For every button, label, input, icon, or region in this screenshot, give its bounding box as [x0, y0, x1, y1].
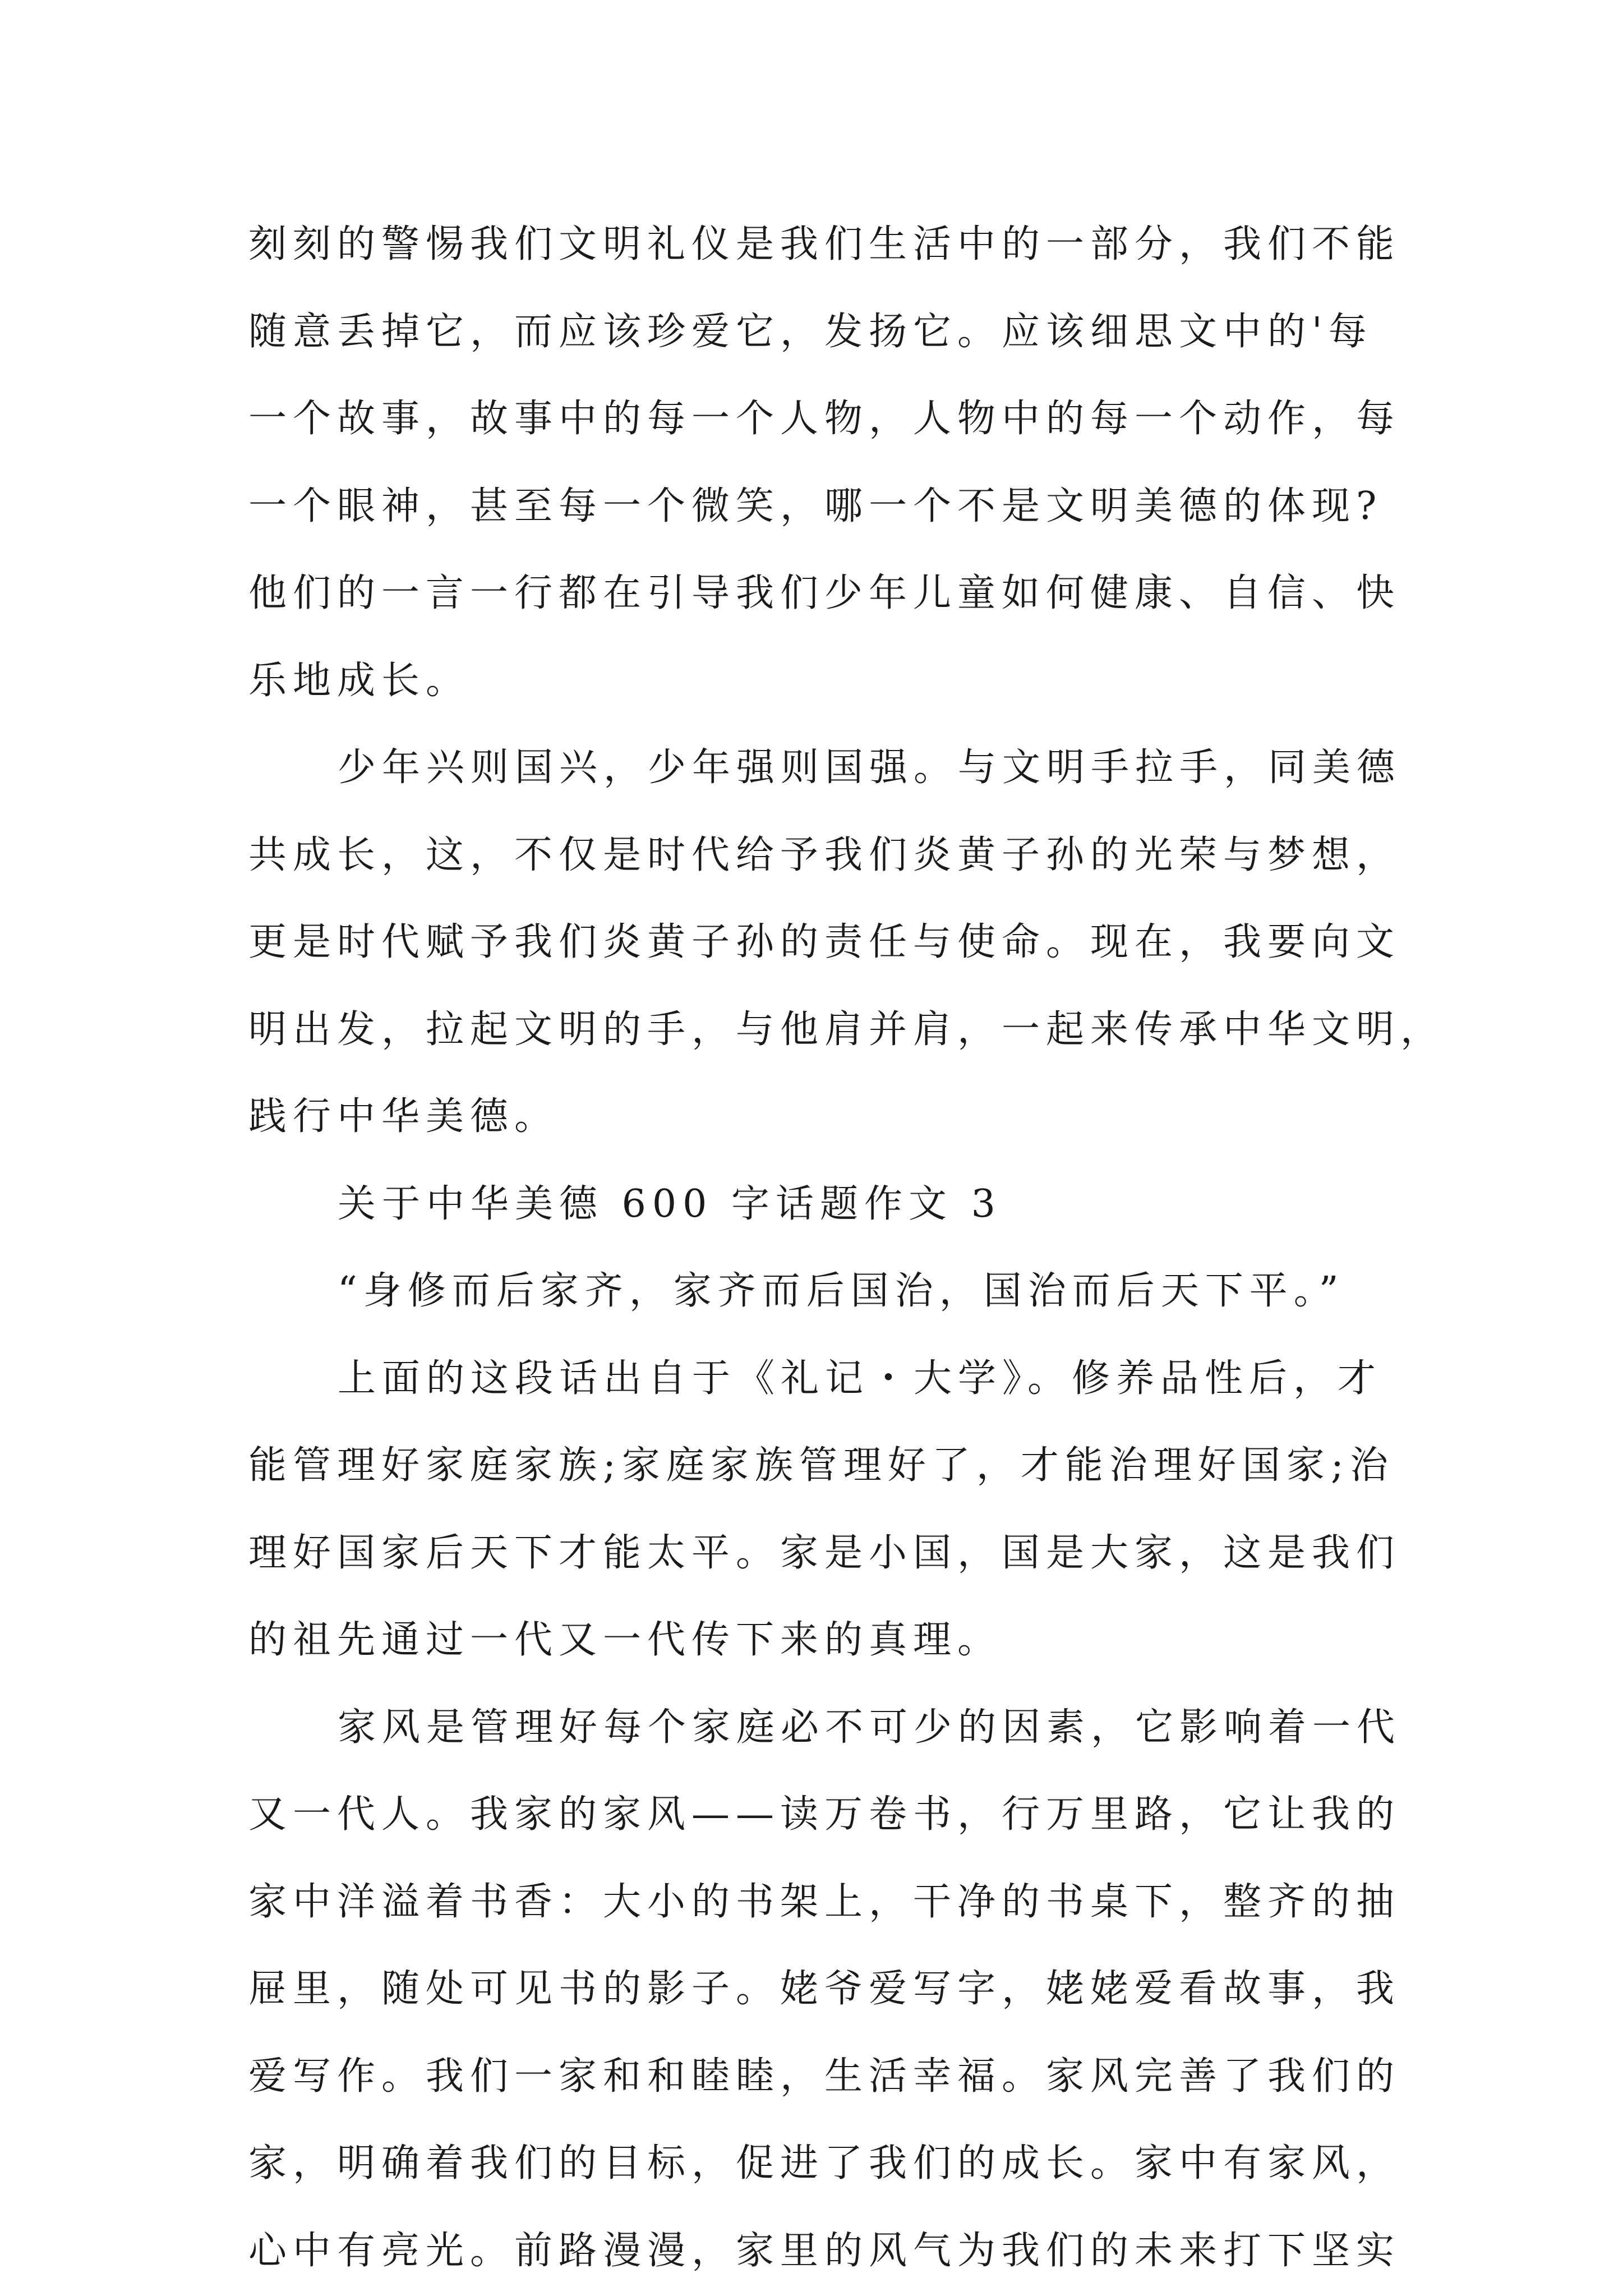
text-line: 共成长，这，不仅是时代给予我们炎黄子孙的光荣与梦想，	[248, 832, 1401, 877]
text-line: 家中洋溢着书香：大小的书架上，干净的书桌下，整齐的抽	[248, 1879, 1401, 1924]
text-line: 理好国家后天下才能太平。家是小国，国是大家，这是我们	[248, 1530, 1401, 1575]
text-line: 他们的一言一行都在引导我们少年儿童如何健康、自信、快	[248, 571, 1401, 615]
text-line: 屉里，随处可见书的影子。姥爷爱写字，姥姥爱看故事，我	[248, 1967, 1401, 2011]
text-line: 一个故事，故事中的每一个人物，人物中的每一个动作，每	[248, 397, 1401, 441]
paragraph-start-line: 少年兴则国兴，少年强则国强。与文明手拉手，同美德	[338, 746, 1401, 790]
section-heading: 关于中华美德 600 字话题作文 3	[338, 1181, 1002, 1226]
text-line: 明出发，拉起文明的手，与他肩并肩，一起来传承中华文明，	[248, 1007, 1445, 1052]
text-line: 能管理好家庭家族;家庭家族管理好了，才能治理好国家;治	[248, 1443, 1394, 1488]
text-line: 又一代人。我家的家风——读万卷书，行万里路，它让我的	[248, 1792, 1401, 1837]
text-line: 的祖先通过一代又一代传下来的真理。	[248, 1618, 1002, 1662]
document-body	[248, 201, 1445, 2294]
paragraph-start-line: 家风是管理好每个家庭必不可少的因素，它影响着一代	[338, 1705, 1401, 1750]
text-line: 心中有亮光。前路漫漫，家里的风气为我们的未来打下坚实	[248, 2228, 1401, 2273]
text-line: 乐地成长。	[248, 658, 471, 703]
text-line: 随意丢掉它，而应该珍爱它，发扬它。应该细思文中的'每	[248, 309, 1373, 354]
text-line: 爱写作。我们一家和和睦睦，生活幸福。家风完善了我们的	[248, 2054, 1401, 2099]
paragraph-start-line: 上面的这段话出自于《礼记・大学》。修养品性后，才	[338, 1356, 1382, 1401]
text-line: 更是时代赋予我们炎黄子孙的责任与使命。现在，我要向文	[248, 920, 1401, 964]
text-line: 践行中华美德。	[248, 1094, 559, 1139]
quote-line: “身修而后家齐，家齐而后国治，国治而后天下平。”	[338, 1269, 1345, 1313]
text-line: 一个眼神，甚至每一个微笑，哪一个不是文明美德的体现?	[248, 484, 1383, 528]
text-line: 家，明确着我们的目标，促进了我们的成长。家中有家风，	[248, 2141, 1401, 2185]
text-line: 刻刻的警惕我们文明礼仪是我们生活中的一部分，我们不能	[248, 222, 1401, 266]
